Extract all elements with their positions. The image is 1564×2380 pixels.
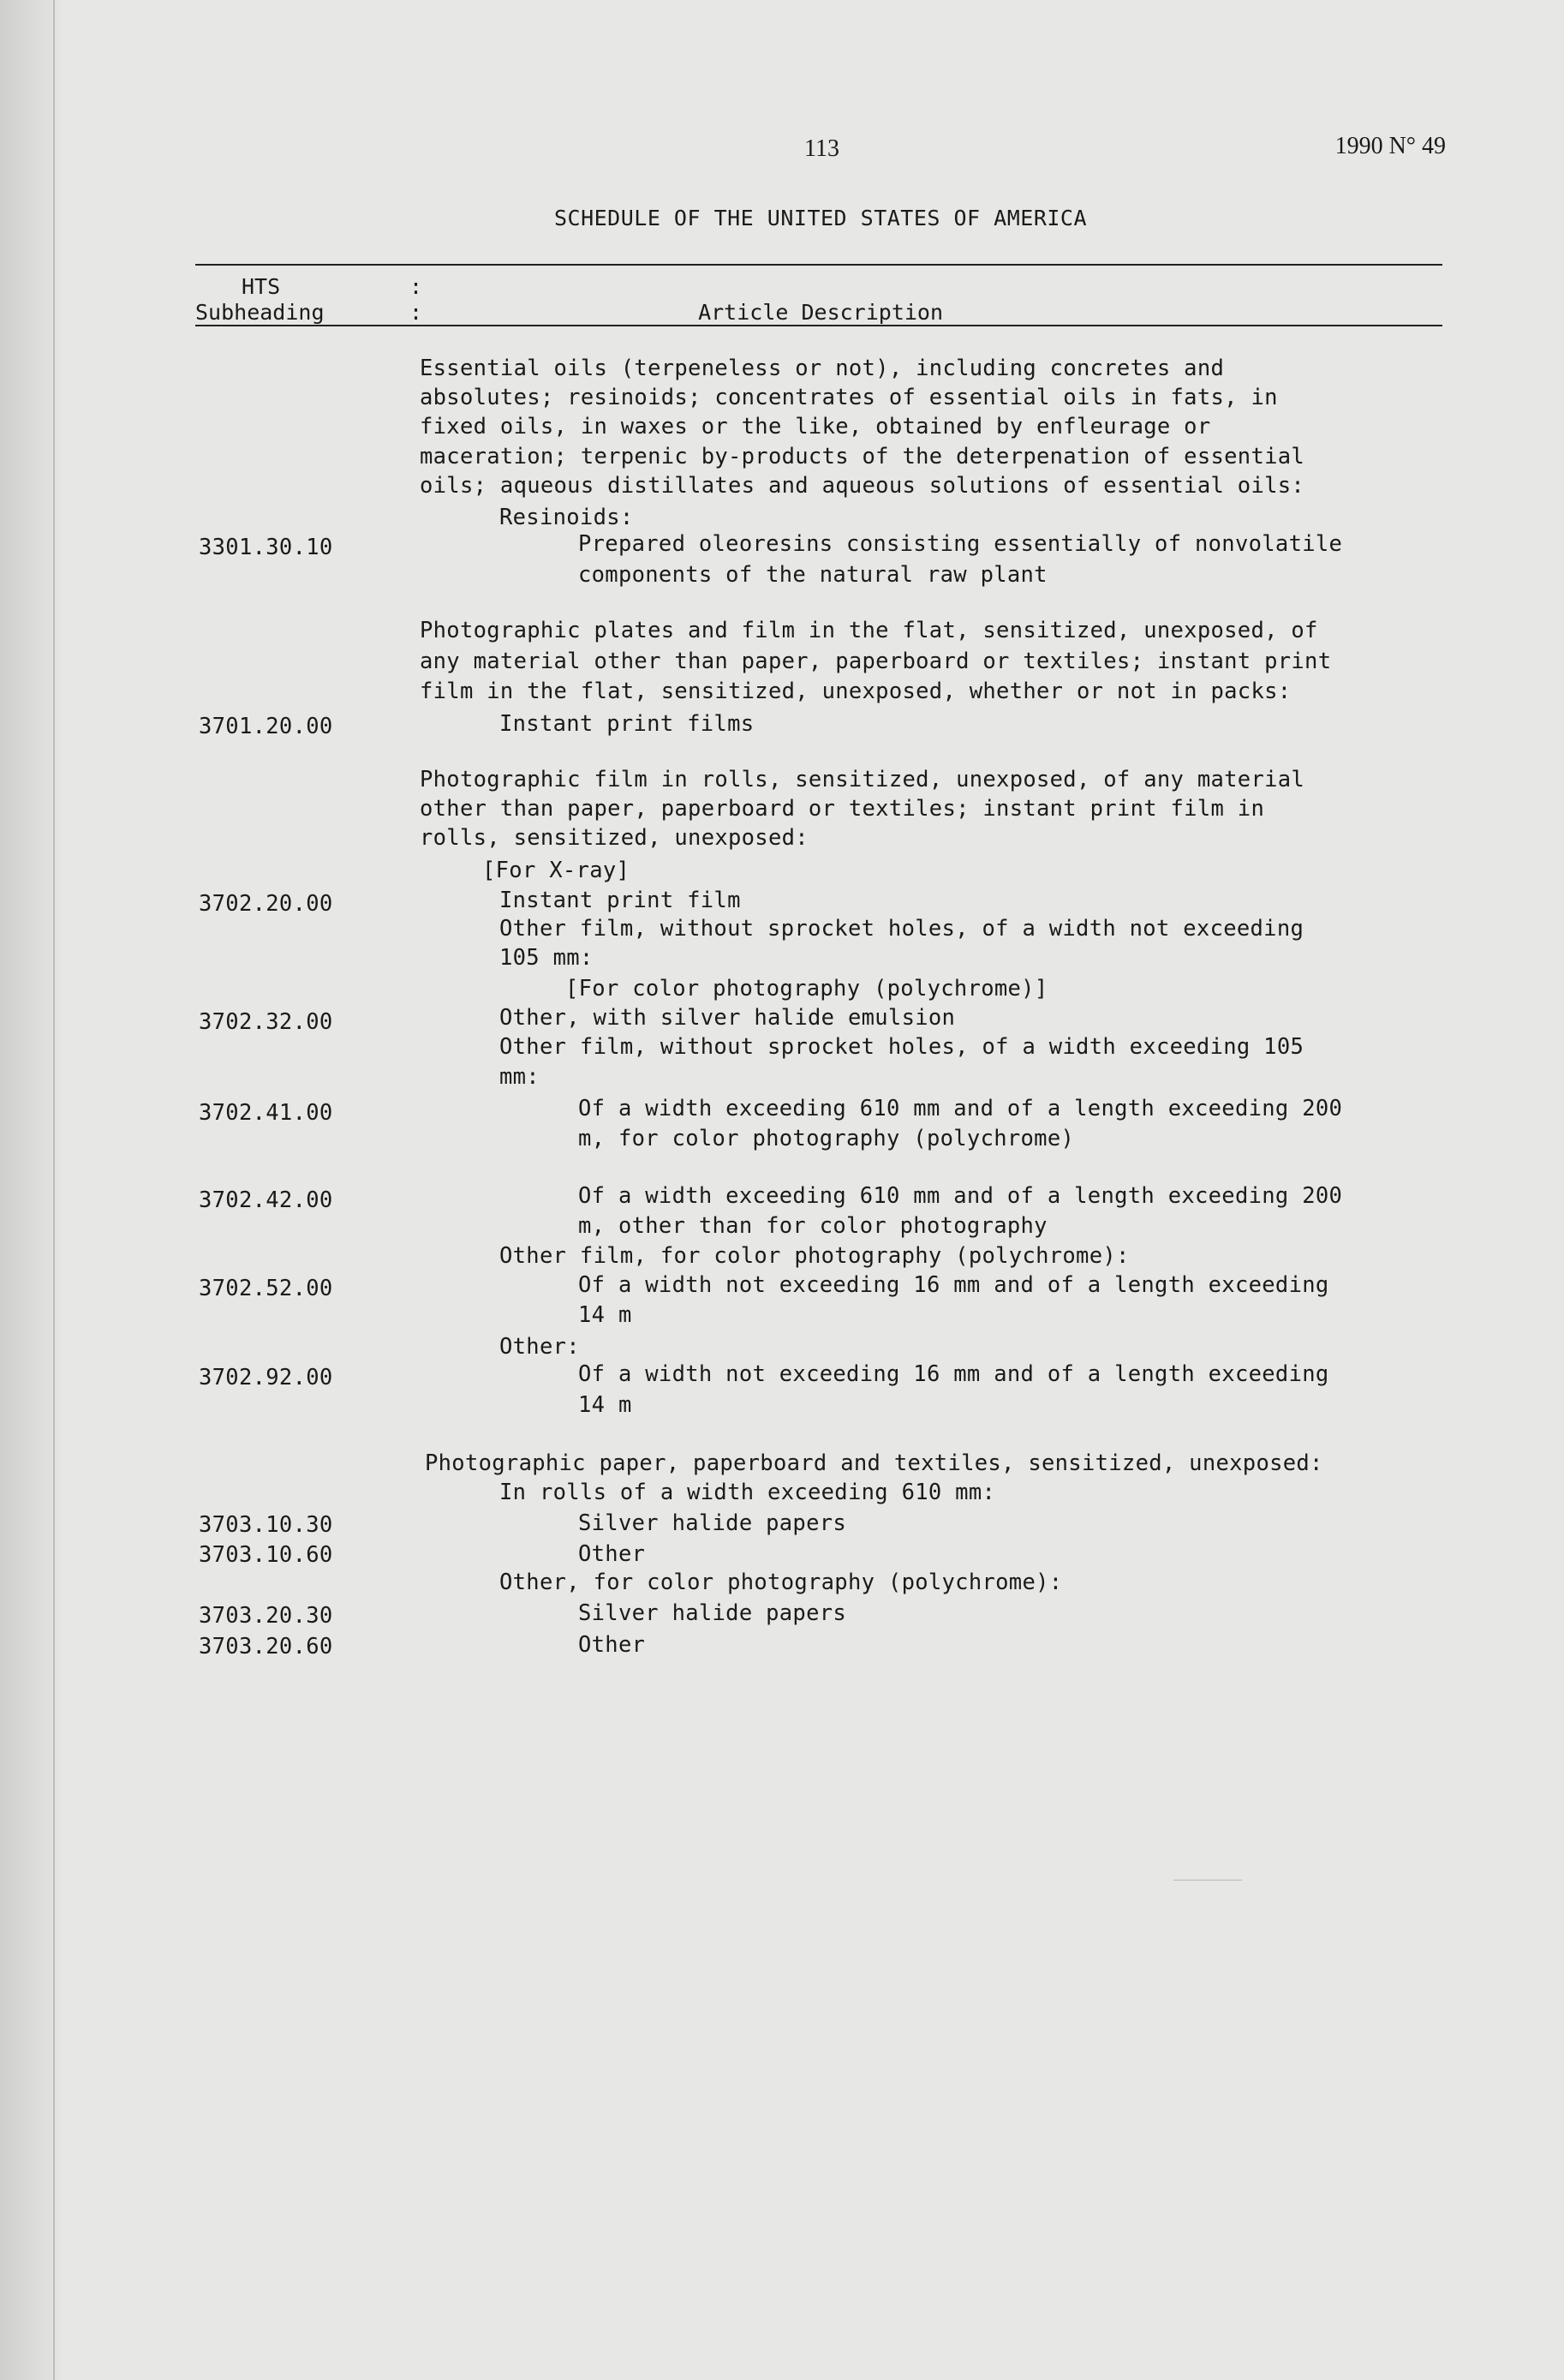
schedule-title: SCHEDULE OF THE UNITED STATES OF AMERICA: [553, 206, 1088, 230]
hts-code: 3702.41.00: [199, 1100, 333, 1126]
stray-mark: [1173, 1880, 1242, 1881]
article-line: Other, with silver halide emulsion: [499, 1005, 956, 1031]
heading-line: Photographic plates and film in the flat, sensitized, unexposed, of: [420, 618, 1318, 643]
hts-code: 3703.20.60: [199, 1634, 333, 1659]
subheading-header: Subheading: [195, 300, 409, 326]
page-binding-shadow: [0, 0, 60, 2380]
article-line: Other film, without sprocket holes, of a width exceeding 105: [499, 1034, 1304, 1060]
article-line: m, for color photography (polychrome): [578, 1126, 1075, 1151]
article-line: Silver halide papers: [578, 1510, 847, 1536]
header-colon: :: [409, 274, 423, 299]
article-line: Other: [578, 1541, 646, 1567]
hts-code: 3702.52.00: [199, 1276, 333, 1301]
article-description-label: Article Description: [698, 300, 944, 325]
hts-code: 3703.10.30: [199, 1512, 333, 1538]
article-line: Other, for color photography (polychrome):: [499, 1570, 1063, 1595]
article-line: Of a width exceeding 610 mm and of a length exceeding 200: [578, 1096, 1343, 1121]
article-description-header: [409, 300, 1442, 326]
bracketed-note: [For X-ray]: [482, 858, 630, 883]
article-line: Other:: [499, 1334, 580, 1360]
article-line: mm:: [499, 1064, 540, 1090]
article-line: Of a width exceeding 610 mm and of a length exceeding 200: [578, 1183, 1343, 1209]
hts-code: 3701.20.00: [199, 714, 333, 739]
heading-line: other than paper, paperboard or textiles; instant print film in: [420, 796, 1265, 822]
hts-code: 3702.32.00: [199, 1009, 333, 1035]
heading-line: oils; aqueous distillates and aqueous solutions of essential oils:: [420, 473, 1305, 499]
header-colon-2: :: [409, 300, 423, 325]
article-line: Other: [578, 1632, 646, 1658]
top-rule: [195, 264, 1442, 266]
gazette-reference: 1990 N° 49: [1334, 133, 1446, 159]
article-line: Other film, for color photography (polychrome):: [499, 1243, 1130, 1269]
binding-edge: [53, 0, 55, 2380]
bracketed-note: [For color photography (polychrome)]: [565, 976, 1048, 1002]
heading-line: film in the flat, sensitized, unexposed, whether or not in packs:: [420, 679, 1292, 704]
hts-code: 3702.20.00: [199, 891, 333, 917]
article-line: In rolls of a width exceeding 610 mm:: [499, 1480, 996, 1505]
heading-line: rolls, sensitized, unexposed:: [420, 825, 809, 851]
heading-line: any material other than paper, paperboard or textiles; instant print: [420, 649, 1332, 674]
article-line: 14 m: [578, 1392, 632, 1418]
page-number: 113: [804, 135, 839, 162]
article-line: Prepared oleoresins consisting essentially of nonvolatile: [578, 531, 1343, 557]
article-line: Other film, without sprocket holes, of a width not exceeding: [499, 916, 1304, 942]
heading-line: maceration; terpenic by-products of the deterpenation of essential: [420, 444, 1305, 469]
hts-code: 3702.42.00: [199, 1187, 333, 1213]
article-line: 14 m: [578, 1302, 632, 1328]
heading-line: Photographic film in rolls, sensitized, unexposed, of any material: [420, 767, 1305, 792]
subheading-label: Resinoids:: [499, 505, 634, 530]
heading-line: Photographic paper, paperboard and textiles, sensitized, unexposed:: [425, 1450, 1323, 1476]
article-line: Silver halide papers: [578, 1600, 847, 1626]
article-line: Of a width not exceeding 16 mm and of a length exceeding: [578, 1272, 1329, 1298]
heading-line: absolutes; resinoids; concentrates of essential oils in fats, in: [420, 385, 1278, 410]
hts-code: 3702.92.00: [199, 1365, 333, 1390]
article-line: 105 mm:: [499, 945, 594, 971]
heading-line: Essential oils (terpeneless or not), including concretes and: [420, 356, 1225, 381]
hts-code: 3703.20.30: [199, 1603, 333, 1629]
hts-header: HTS: [242, 274, 281, 299]
article-line: Instant print film: [499, 888, 741, 913]
hts-code: 3301.30.10: [199, 535, 333, 560]
article-line: components of the natural raw plant: [578, 562, 1048, 588]
article-line: m, other than for color photography: [578, 1213, 1048, 1239]
article-line: Instant print films: [499, 711, 755, 737]
heading-line: fixed oils, in waxes or the like, obtained by enfleurage or: [420, 414, 1211, 440]
hts-code: 3703.10.60: [199, 1542, 333, 1568]
article-line: Of a width not exceeding 16 mm and of a length exceeding: [578, 1361, 1329, 1387]
